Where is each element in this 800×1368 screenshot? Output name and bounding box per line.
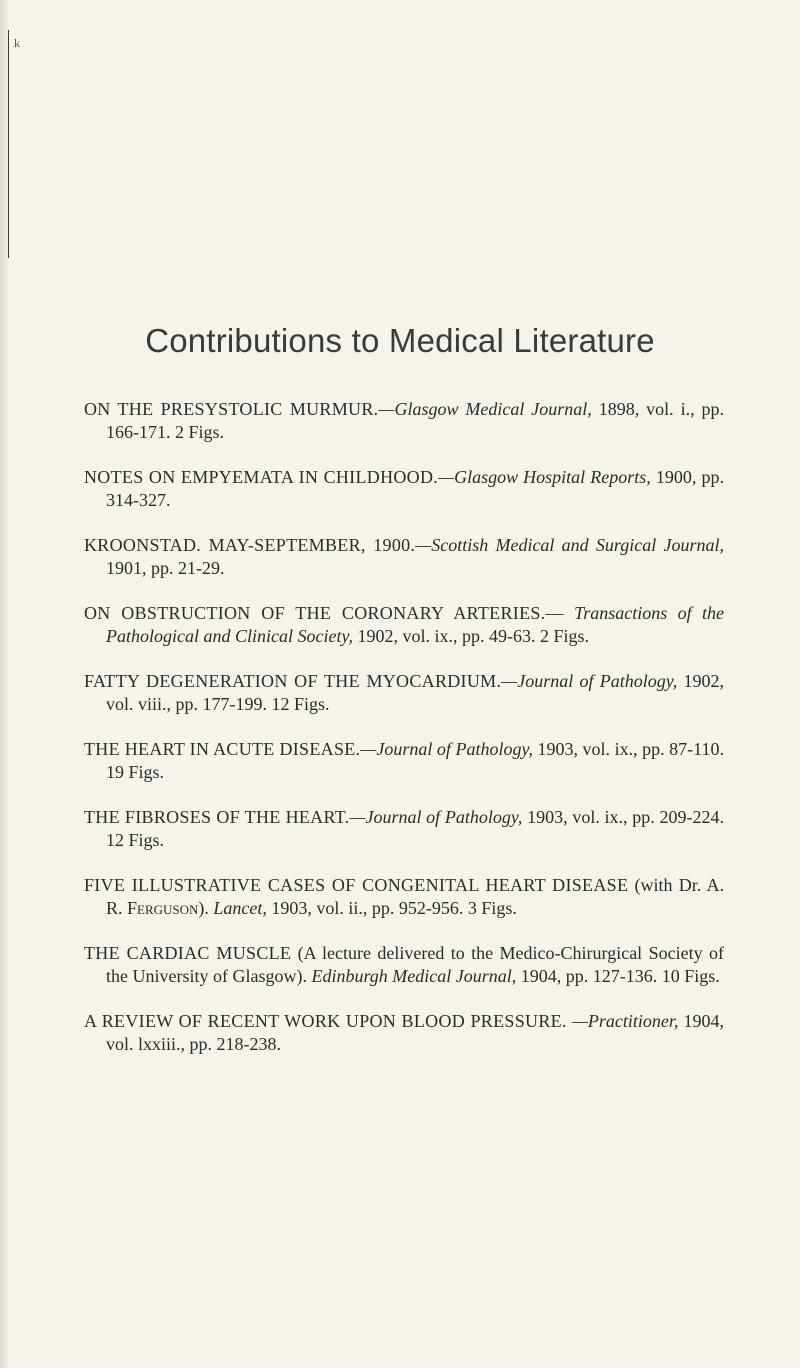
bibliography-list (84, 398, 724, 1078)
entry-details: 1902, vol. ix., pp. 49-63. 2 Figs. (352, 626, 589, 646)
entry-details: 1901, pp. 21-29. (106, 558, 225, 578)
list-item (84, 874, 724, 920)
list-item (84, 1010, 724, 1056)
entry-heading: ON OBSTRUCTION OF THE CORONARY ARTERIES.— (84, 603, 564, 623)
entry-details: 1902, vol. viii., pp. 177-199. 12 Figs. (106, 671, 725, 714)
entry-details: 1903, vol. ii., pp. 952-956. 3 Figs. (266, 898, 517, 918)
entry-heading: THE FIBROSES OF THE HEART. (84, 807, 350, 827)
list-item (84, 738, 724, 784)
list-item (84, 398, 724, 444)
entry-journal: —Journal of Pathology, (349, 807, 523, 827)
entry-note: (A lecture delivered to the Medico-Chirurgical Society of the University of Glasgow). (106, 943, 724, 986)
entry-journal: —Practitioner, (566, 1011, 679, 1031)
list-item (84, 602, 724, 648)
margin-rule-line (8, 30, 9, 258)
list-item (84, 534, 724, 580)
entry-journal: —Glasgow Hospital Reports, (438, 467, 651, 487)
entry-journal: Edinburgh Medical Journal, (311, 966, 517, 986)
list-item (84, 806, 724, 852)
entry-journal: —Journal of Pathology, (360, 739, 533, 759)
entry-heading: KROONSTAD. MAY-SEPTEMBER, 1900. (84, 535, 416, 555)
entry-journal: Transactions of the Pathological and Clinical Society, (106, 603, 725, 646)
entry-heading: THE CARDIAC MUSCLE (84, 943, 292, 963)
entry-heading: ON THE PRESYSTOLIC MURMUR. (84, 399, 379, 419)
page-title: Contributions to Medical Literature (145, 322, 655, 359)
entry-details: 1904, vol. lxxiii., pp. 218-238. (106, 1011, 724, 1054)
entry-journal: —Glasgow Medical Journal, (378, 399, 592, 419)
list-item (84, 466, 724, 512)
entry-heading: FIVE ILLUSTRATIVE CASES OF CONGENITAL HEART DISEASE (84, 875, 629, 895)
entry-details: 1903, vol. ix., pp. 209-224. 12 Figs. (106, 807, 724, 850)
list-item (84, 670, 724, 716)
entry-heading: THE HEART IN ACUTE DISEASE. (84, 739, 361, 759)
entry-details: 1900, pp. 314-327. (106, 467, 724, 510)
entry-coauthor-prefix: (with Dr. A. R. (106, 875, 724, 918)
entry-journal: —Journal of Pathology, (501, 671, 678, 691)
entry-heading: FATTY DEGENERATION OF THE MYOCARDIUM. (84, 671, 502, 691)
entry-journal: —Scottish Medical and Surgical Journal, (415, 535, 724, 555)
entry-details: 1904, pp. 127-136. 10 Figs. (516, 966, 720, 986)
entry-journal: Lancet, (213, 898, 267, 918)
entry-coauthor-name: Ferguson (127, 898, 199, 918)
entry-heading: A REVIEW OF RECENT WORK UPON BLOOD PRESSURE. (84, 1011, 567, 1031)
corner-mark: k (14, 36, 20, 50)
entry-details: 1898, vol. i., pp. 166-171. 2 Figs. (106, 399, 724, 442)
entry-heading: NOTES ON EMPYEMATA IN CHILDHOOD. (84, 467, 439, 487)
entry-details: 1903, vol. ix., pp. 87-110. 19 Figs. (106, 739, 725, 782)
entry-coauthor-suffix: ). (198, 898, 214, 918)
list-item (84, 942, 724, 988)
